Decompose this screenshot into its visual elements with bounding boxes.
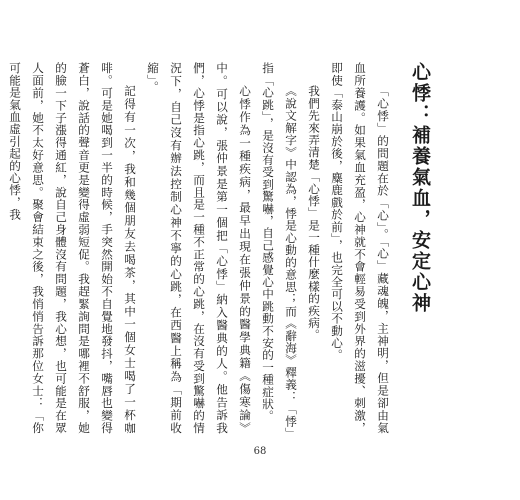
page-number: 68 (253, 446, 267, 457)
paragraph: 「心悸」的問題在於「心」。「心」藏魂魄，主神明，但是卻由氣血所養護。如果氣血充盈，心神就不會輕易受到外界的滋擾、刺激，即使「泰山崩於後，麋鹿戲於前」，也完全可以不動心。 (330, 62, 390, 434)
paragraph: 我們先來弄清楚「心悸」是一種什麼樣的疾病。 (307, 85, 321, 342)
paragraph: 記得有一次，我和幾個朋友去喝茶，其中一個女士喝了一杯咖啡。可是她喝到一半的時候，手突然開始不自覺地發抖，嘴唇也變得蒼白，說話的聲音更是變得虛弱短促。我趕緊詢問是哪裡不舒服，她的臉一下子漲得通紅，說自己身體沒有問題，我心想，也可能是在眾人面前，她不太好意思。聚會結束之後，我悄悄告訴那位女士：「你可能是氣血虛引起的心悸，我 (8, 62, 137, 434)
chapter-title: 心悸：補養氣血，安定心神 (409, 62, 431, 314)
paragraph: 心悸作為一種疾病，最早出現在張仲景的醫學典籍《傷寒論》中。可以說，張仲景是第一個把「心悸」納入醫典的人。他告訴我們，心悸是指心跳，而且是一種不正常的心跳，在沒有受到驚嚇的情況下，自己沒有辦法控制心神不寧的心跳，在西醫上稱為「期前收縮」。 (146, 62, 252, 434)
body-text (3, 62, 394, 434)
paragraph: 《說文解字》中認為，悸是心動的意思；而《辭海》釋義：「悸」指「心跳」，是沒有受到驚嚇，自己感覺心中跳動不安的一種症狀。 (261, 62, 298, 434)
